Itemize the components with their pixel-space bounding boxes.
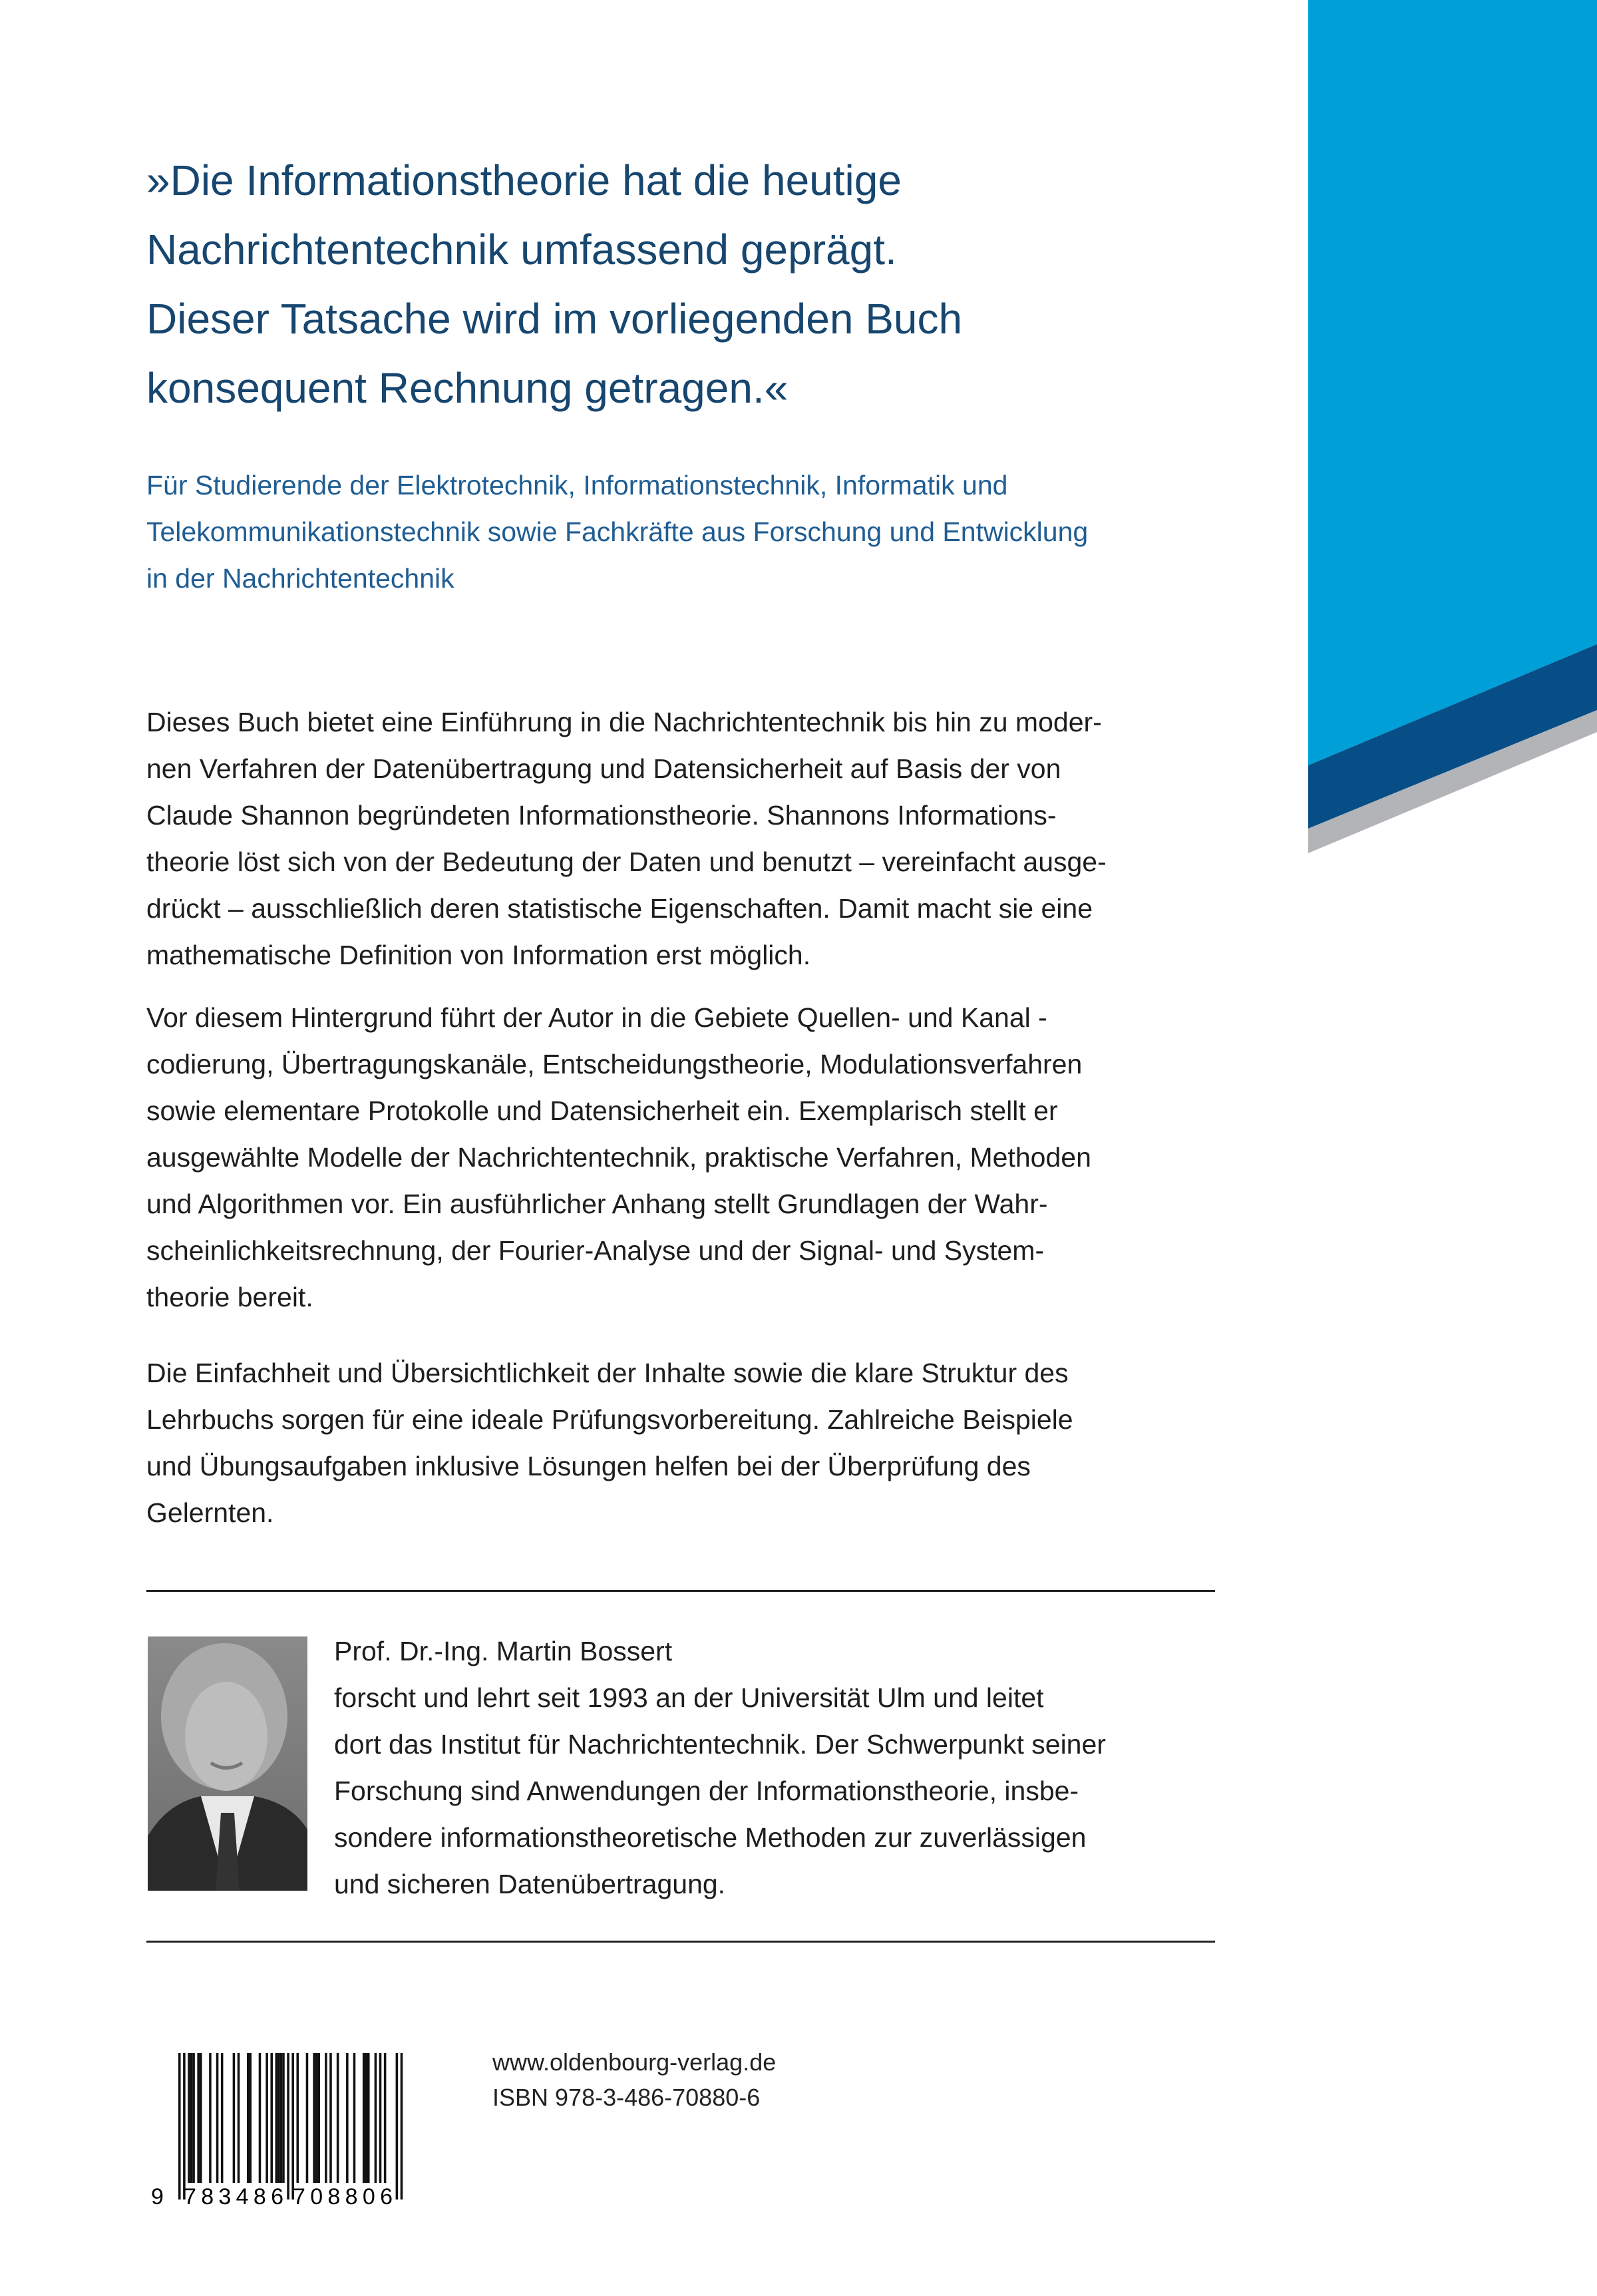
description-paragraph-1 [146, 699, 1107, 978]
bio-line: dort das Institut für Nachrichtentechnik. Der Schwerpunkt seiner [334, 1729, 1106, 1760]
quote-line: Nachrichtentechnik umfassend geprägt. [146, 226, 897, 274]
publisher-url[interactable]: www.oldenbourg-verlag.de [492, 2048, 777, 2076]
barcode-left-digits: 783486 [184, 2184, 283, 2209]
barcode-bar [379, 2053, 382, 2183]
text-line: scheinlichkeitsrechnung, der Fourier-Analyse und der Signal- und System- [146, 1235, 1045, 1266]
panel-light-blue [1308, 0, 1597, 765]
author-portrait-illustration [148, 1636, 307, 1891]
barcode-bar [297, 2053, 299, 2183]
barcode-bar [197, 2053, 200, 2183]
cover-quote [146, 146, 962, 423]
barcode-bar [346, 2053, 349, 2183]
description-paragraph-2 [146, 994, 1091, 1320]
quote-line: »Die Informationstheorie hat die heutige [146, 156, 902, 204]
text-line: codierung, Übertragungskanäle, Entscheidungstheorie, Modulationsverfahren [146, 1049, 1083, 1079]
barcode-bar [325, 2053, 327, 2183]
bio-line: und sicheren Datenübertragung. [334, 1869, 726, 1899]
text-line: ausgewählte Modelle der Nachrichtentechnik, praktische Verfahren, Methoden [146, 1142, 1091, 1173]
text-line: Vor diesem Hintergrund führt der Autor in die Gebiete Quellen- und Kanal - [146, 1002, 1047, 1033]
barcode-bar [329, 2053, 332, 2183]
barcode-bar [190, 2053, 193, 2183]
barcode-bar [200, 2053, 202, 2183]
barcode-bar [216, 2053, 219, 2183]
barcode-bar [337, 2053, 339, 2183]
barcode-bar [238, 2053, 240, 2183]
audience-line: Für Studierende der Elektrotechnik, Informationstechnik, Informatik und [146, 470, 1008, 500]
barcode-bar [401, 2053, 403, 2200]
barcode-bar [313, 2053, 315, 2183]
text-line: Claude Shannon begründeten Informationstheorie. Shannons Informations- [146, 800, 1057, 831]
barcode-bar [178, 2053, 181, 2200]
bio-line: forscht und lehrt seit 1993 an der Universität Ulm und leitet [334, 1682, 1044, 1713]
divider-top [146, 1590, 1215, 1592]
barcode-bar [192, 2053, 195, 2183]
bio-line: Forschung sind Anwendungen der Informationstheorie, insbe- [334, 1776, 1079, 1806]
barcode-bar [375, 2053, 377, 2183]
barcode-bar [306, 2053, 309, 2183]
text-line: drückt – ausschließlich deren statistische Eigenschaften. Damit macht sie eine [146, 893, 1093, 924]
isbn-barcode [146, 2050, 413, 2209]
text-line: theorie löst sich von der Bedeutung der Daten und benutzt – vereinfacht ausge- [146, 847, 1107, 877]
barcode-first-digit: 9 [151, 2184, 164, 2209]
target-audience [146, 462, 1088, 602]
barcode-bar [188, 2053, 190, 2183]
barcode-bar [266, 2053, 268, 2183]
bio-line: sondere informationstheoretische Methoden zur zuverlässigen [334, 1822, 1087, 1853]
author-photo [148, 1636, 307, 1891]
barcode-bar [259, 2053, 262, 2183]
barcode-bar [250, 2053, 252, 2183]
decorative-blue-panel [1308, 0, 1597, 859]
barcode-bar [315, 2053, 318, 2183]
barcode-bar [247, 2053, 250, 2183]
barcode-bar [367, 2053, 370, 2183]
author-bio [334, 1628, 1106, 1907]
description-paragraph-3 [146, 1350, 1073, 1536]
text-line: sowie elementare Protokolle und Datensicherheit ein. Exemplarisch stellt er [146, 1095, 1058, 1126]
barcode-bar [396, 2053, 399, 2200]
barcode-bar [353, 2053, 356, 2183]
text-line: theorie bereit. [146, 1282, 313, 1312]
quote-line: Dieser Tatsache wird im vorliegenden Buch [146, 295, 963, 343]
author-name: Prof. Dr.-Ing. Martin Bossert [334, 1636, 673, 1666]
publisher-info [492, 2044, 776, 2115]
text-line: Lehrbuchs sorgen für eine ideale Prüfungsvorbereitung. Zahlreiche Beispiele [146, 1404, 1073, 1435]
text-line: und Algorithmen vor. Ein ausführlicher Anhang stellt Grundlagen der Wahr- [146, 1189, 1048, 1219]
audience-line: in der Nachrichtentechnik [146, 563, 454, 594]
text-line: nen Verfahren der Datenübertragung und Datensicherheit auf Basis der von [146, 753, 1061, 784]
barcode-bar [291, 2053, 294, 2200]
isbn-number: ISBN 978-3-486-70880-6 [492, 2084, 761, 2111]
audience-line: Telekommunikationstechnik sowie Fachkräfte aus Forschung und Entwicklung [146, 516, 1089, 547]
barcode-bars [178, 2053, 403, 2200]
text-line: Dieses Buch bietet eine Einführung in die Nachrichtentechnik bis hin zu moder- [146, 707, 1102, 737]
text-line: mathematische Definition von Information erst möglich. [146, 940, 811, 970]
text-line: Gelernten. [146, 1497, 274, 1528]
barcode-bar [221, 2053, 224, 2183]
barcode-bar [275, 2053, 278, 2183]
barcode-bar [270, 2053, 273, 2183]
barcode-bar [280, 2053, 283, 2183]
barcode-bar [233, 2053, 236, 2183]
barcode-right-digits: 708806 [293, 2184, 393, 2209]
barcode-bar [384, 2053, 387, 2183]
barcode-bar [317, 2053, 320, 2183]
divider-bottom [146, 1941, 1215, 1943]
text-line: und Übungsaufgaben inklusive Lösungen helfen bei der Überprüfung des [146, 1451, 1031, 1481]
quote-line: konsequent Rechnung getragen.« [146, 364, 789, 412]
barcode-bar [277, 2053, 280, 2183]
barcode-bar [183, 2053, 186, 2200]
barcode-bar [363, 2053, 365, 2183]
barcode-bar [365, 2053, 367, 2183]
barcode-bar [209, 2053, 212, 2183]
text-line: Die Einfachheit und Übersichtlichkeit der Inhalte sowie die klare Struktur des [146, 1358, 1069, 1388]
barcode-bar [282, 2053, 285, 2183]
barcode-bar [287, 2053, 289, 2200]
